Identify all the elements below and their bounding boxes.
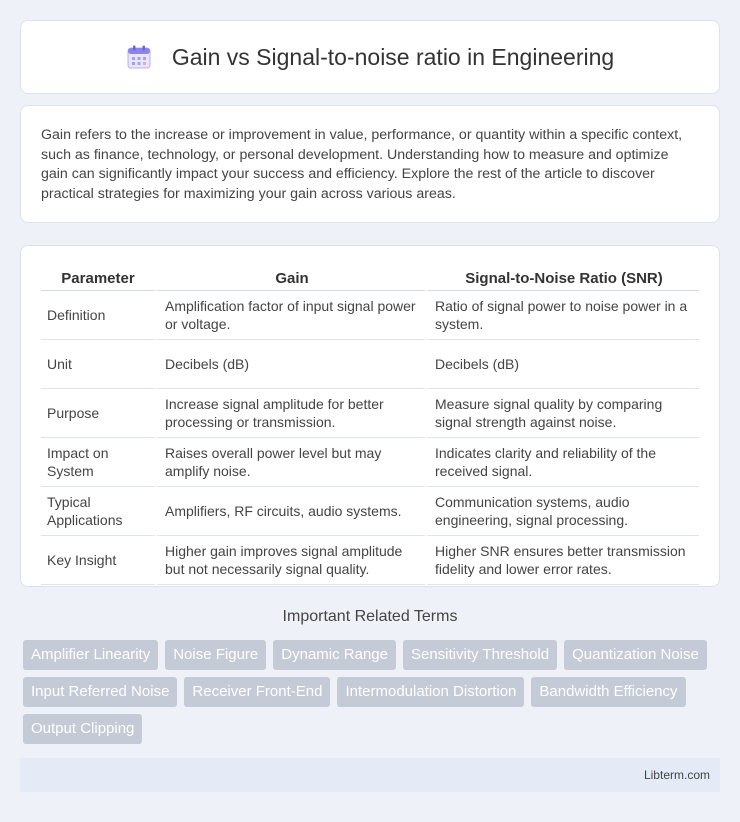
comparison-table-card: [20, 245, 720, 587]
footer-brand-link[interactable]: Libterm.com: [643, 768, 710, 782]
column-header-gain: Gain: [155, 266, 425, 291]
related-term-tag[interactable]: Receiver Front-End: [184, 677, 330, 707]
related-terms-tags: [23, 640, 723, 751]
row-parameter: Unit: [41, 340, 155, 389]
row-snr: Indicates clarity and reliability of the received signal.: [425, 438, 699, 487]
row-parameter: Key Insight: [41, 536, 155, 585]
calendar-icon: [126, 44, 152, 70]
row-parameter: Impact on System: [41, 438, 155, 487]
table-row: [41, 389, 699, 438]
comparison-table: [41, 266, 699, 585]
table-row: [41, 340, 699, 389]
related-term-tag[interactable]: Intermodulation Distortion: [337, 677, 524, 707]
table-header-row: [41, 266, 699, 291]
column-header-parameter: Parameter: [41, 266, 155, 291]
intro-text: Gain refers to the increase or improvement in value, performance, or quantity within a specific context, such as finance, technology, or personal development. Understanding how to measure and optimize gain can significantly impact your success and efficiency. Explore the rest of the article to discover practical strategies for maximizing your gain across various areas.: [41, 127, 683, 202]
row-gain: Raises overall power level but may amplify noise.: [155, 438, 425, 487]
table-row: [41, 291, 699, 340]
table-row: [41, 438, 699, 487]
page-title: Gain vs Signal-to-noise ratio in Engineering: [171, 43, 615, 70]
table-row: [41, 536, 699, 585]
intro-card: [20, 105, 720, 223]
row-snr: Communication systems, audio engineering, signal processing.: [425, 487, 699, 536]
row-parameter: Definition: [41, 291, 155, 340]
title-card: [20, 20, 720, 94]
column-header-snr: Signal-to-Noise Ratio (SNR): [425, 266, 699, 291]
related-term-tag[interactable]: Input Referred Noise: [23, 677, 177, 707]
row-gain: Amplification factor of input signal power or voltage.: [155, 291, 425, 340]
row-parameter: Purpose: [41, 389, 155, 438]
related-terms-title: Important Related Terms: [282, 608, 458, 625]
row-snr: Decibels (dB): [425, 340, 699, 389]
row-parameter: Typical Applications: [41, 487, 155, 536]
related-term-tag[interactable]: Amplifier Linearity: [23, 640, 158, 670]
footer: [20, 758, 720, 792]
row-gain: Amplifiers, RF circuits, audio systems.: [155, 487, 425, 536]
related-term-tag[interactable]: Output Clipping: [23, 714, 142, 744]
row-gain: Higher gain improves signal amplitude but not necessarily signal quality.: [155, 536, 425, 585]
row-gain: Decibels (dB): [155, 340, 425, 389]
related-term-tag[interactable]: Noise Figure: [165, 640, 266, 670]
related-term-tag[interactable]: Bandwidth Efficiency: [531, 677, 685, 707]
related-term-tag[interactable]: Sensitivity Threshold: [403, 640, 557, 670]
row-snr: Measure signal quality by comparing signal strength against noise.: [425, 389, 699, 438]
row-snr: Higher SNR ensures better transmission fidelity and lower error rates.: [425, 536, 699, 585]
row-gain: Increase signal amplitude for better processing or transmission.: [155, 389, 425, 438]
row-snr: Ratio of signal power to noise power in a system.: [425, 291, 699, 340]
related-term-tag[interactable]: Quantization Noise: [564, 640, 707, 670]
table-row: [41, 487, 699, 536]
related-term-tag[interactable]: Dynamic Range: [273, 640, 396, 670]
